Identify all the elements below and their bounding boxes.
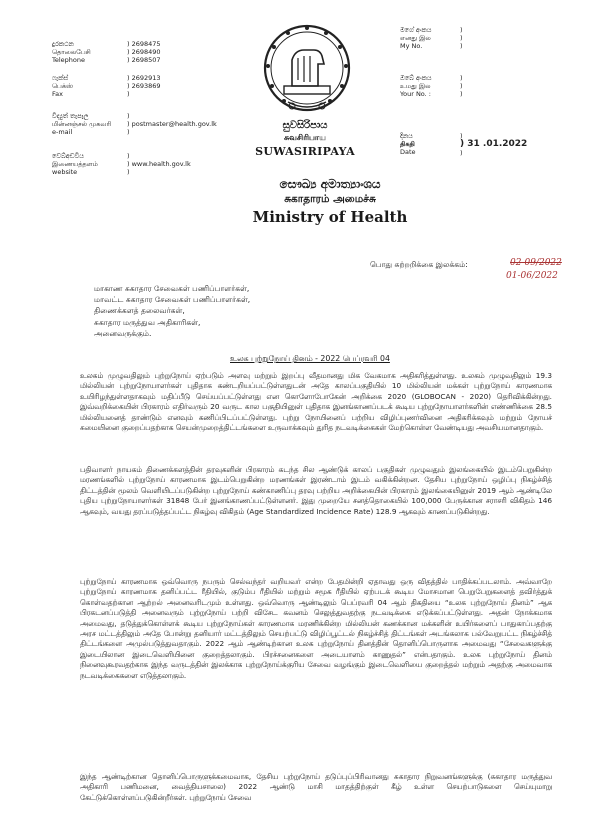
body-paragraph-4: இந்த ஆண்டிற்கான தொனிப்பொருளுக்கமைவாக, தேசிய புற்றுநோய் தடுப்புப்பிரிவானது சுகாதார நிறுவனங்களுக்கு (சுகாதார மருத்துவ அதிகாரி பணிமனை, வைத்தியசாலை) 2022 ஆண்டு மாசி மாதத்திற்குள் கீழ் உள்ள செயற்பாடுகளை செய்யுமாறு கேட்டுக்கொள்ளப்படுகின்றீர்கள். புற்றுநோய் சேவை	[80, 772, 552, 802]
date-value-1: )	[460, 132, 463, 140]
contact-fax	[52, 74, 252, 100]
telephone-label-en: Telephone	[52, 56, 86, 64]
circular-number-handwritten: 01-06/2022	[506, 271, 558, 281]
email-value-2[interactable]: ) postmaster@health.gov.lk	[127, 120, 217, 128]
website-label-ta: இணையத்தளம்	[52, 160, 98, 168]
website-label-en: website	[52, 168, 78, 176]
your-no-label-en: Your No. :	[400, 90, 431, 98]
your-no-value-1: )	[460, 74, 463, 82]
subject-heading: உலக புற்றுநோய் தினம் - 2022 பெப்ரவரி 04	[230, 354, 390, 363]
telephone-label-si: දුරකථන	[52, 40, 74, 48]
contact-block	[52, 40, 252, 200]
website-value-2[interactable]: ) www.health.gov.lk	[127, 160, 191, 168]
email-label-en: e-mail	[52, 128, 73, 136]
date-value-2: ) 31 .01.2022	[460, 139, 528, 149]
contact-telephone	[52, 40, 252, 66]
your-no-value-3: )	[460, 90, 463, 98]
telephone-value-3: ) 2698507	[127, 56, 161, 64]
addressee-line: அனைவருக்கும்.	[94, 328, 152, 338]
ref-my-no	[400, 26, 600, 52]
website-value-1: )	[127, 152, 130, 160]
fax-label-si: ෆැක්ස්	[52, 74, 69, 82]
fax-value-3: )	[127, 90, 130, 98]
fax-value-1: ) 2692913	[127, 74, 161, 82]
email-label-ta: மின்னஞ்சல் முகவரி	[52, 120, 112, 128]
your-no-label-si: ඔබේ අංකය	[400, 74, 432, 82]
ministry-name-tamil: சுகாதாரம் அமைச்சு	[284, 193, 376, 205]
website-value-3: )	[127, 168, 130, 176]
reference-block	[400, 26, 600, 176]
telephone-value-2: ) 2698490	[127, 48, 161, 56]
circular-number	[370, 258, 600, 288]
body-paragraph-1: உலகம் முழுவதிலும் புற்றுநோய் ஏற்படும் அளவு மற்றும் இறப்பு வீதமானது மிக வேகமாக அதிகரித்துள்ளது. உலகம் முழுவதிலும் 19.3 மில்லியன் புற்றுநோயாளர்கள் புதிதாக கண்டறியப்பட்டுள்ளதுடன் அதே காலப்பகுதியில் 10 மில்லியன் மக்கள் புற்றுநோய் காரணமாக உயிரிழந்துள்ளதாகவும் மதிப்பீடு செய்யப்பட்டுள்ளது என கொளோபோகேன் அறிக்கை 2020 (GLOBOCAN - 2020) தெரிவிக்கின்றது. இவ்வறிக்கையின் பிரகாரம் எதிர்வரும் 20 வருட கால பகுதியினுள் புதிதாக இனங்காணப்படக் கூடிய புற்றுநோயாளர்களின் எண்ணிக்கை 28.5 மில்லியனைத் தாண்டும் எனவும் கணிப்பிடப்பட்டுள்ளது. புற்று நோயினைப் பற்றிய விழிப்புணர்வினை அதிகரிக்கவும் மற்றும் நோயச் சுமையினை குறைப்பதற்காக செயன்முறைத்திட்டங்களை உருவாக்கவும் துரித நடவடிக்கைகள் மேற்கொள்ள வேண்டியது அவசியமானதாகும்.	[80, 371, 552, 433]
addressee-line: மாவட்ட சுகாதார சேவைகள் பணிப்பாளர்கள்,	[94, 295, 251, 305]
telephone-value-1: ) 2698475	[127, 40, 161, 48]
body-paragraph-3: புற்றுநோய் காரணமாக ஒவ்வொரு நபரும் செல்வந்தர் வறியவர் என்ற பேதமின்றி ஏதாவது ஒரு விதத்தில் பாதிக்கப்படலாம். அவ்வாறே புற்றுநோய் காரணமாக தனிப்பட்ட ரீதியில், குடும்ப ரீதியில் மற்றும் சமூக ரீதியில் ஏற்படக் கூடிய மோசமான பெறுபேறுகளைத் தவிர்த்துக் கொள்வதற்கான ஆற்றல் அனைவரிடமும் உள்ளது. ஒவ்வொரு ஆண்டிலும் பெப்ரவரி 04 ஆம் திகதியை “உலக புற்றுநோய் தினம்” ஆக பிரகடனப்படுத்தி அனைவரும் புற்றுநோய் பற்றி விசேட கவனம் செலுத்துவதற்கு நடவடிக்கை எடுக்கப்பட்டுள்ளது. அதன் நோக்கமாக அமைவது, தடுத்துக்கொள்ளக் கூடிய புற்றுநோய்கள் காரணமாக மரணிக்கின்ற மில்லியன் கணக்கான மக்களின் உயிர்களைப் பாதுகாப்பதற்கு அரச மட்டத்திலும் அதே போன்று தனியார் மட்டத்திலும் செயற்பட்டு விழிப்பூட்டல் நிகழ்ச்சித் திட்டங்கள் அடங்கலாக பல்வேறுபட்ட நிகழ்ச்சித் திட்டங்களை அமுல்படுத்துவதாகும். 2022 ஆம் ஆண்டிற்கான உலக புற்றுநோய் தினத்தின் தொனிப்பொருளாக அமைவது “சேவைகளுக்கு இடையிலான இடைவெளியினை குறைத்தலாகும். பிரச்சனைகளை அடையாளம் காணுதல்” என்பதாகும். உலக புற்றுநோய் தினம் நினைவுகூரவதற்காக இந்த வருடத்தின் இலக்காக புற்றுநோய்க்குரிய சேவை வழங்கும் இடைவெளியை குறைத்தல் மற்றும் அதற்கு அமைவாக நடவடிக்கைகளை எடுத்தலாகும்.	[80, 577, 552, 680]
circular-label: பொது சுற்றறிக்கை இலக்கம்:	[370, 260, 468, 269]
date-value-3: )	[460, 149, 463, 157]
emblem-caption-tamil: சுவசிரிபாய	[284, 133, 326, 142]
circular-number-struck: 02-09/2022	[510, 258, 562, 268]
your-no-label-ta: உமது இல	[400, 82, 431, 90]
date-label-ta: திகதி	[400, 140, 415, 148]
my-no-value-3: )	[460, 42, 463, 50]
ministry-heading	[230, 176, 430, 227]
ministry-name-english: Ministry of Health	[252, 208, 408, 226]
date-label-en: Date	[400, 148, 416, 156]
ref-date	[400, 132, 600, 158]
my-no-label-ta: எனது இல	[400, 34, 431, 42]
addressee-line: மாகாண சுகாதார சேவைகள் பணிப்பாளர்கள்,	[94, 284, 250, 293]
fax-label-en: Fax	[52, 90, 63, 98]
national-emblem-icon	[262, 20, 352, 118]
addressee-line: சுகாதார மருத்துவ அதிகாரிகள்,	[94, 317, 201, 327]
fax-value-2: ) 2693869	[127, 82, 161, 90]
telephone-label-ta: தொலைபேசி	[52, 48, 91, 56]
contact-email	[52, 112, 252, 138]
emblem-caption-sinhala: සුවසිරිපාය	[282, 120, 328, 131]
email-label-si: විද්‍යුත් තැපෑල	[52, 112, 89, 120]
my-no-label-en: My No.	[400, 42, 423, 50]
my-no-label-si: මගේ අංකය	[400, 26, 432, 34]
your-no-value-2: )	[460, 82, 463, 90]
contact-website	[52, 152, 252, 178]
my-no-value-1: )	[460, 26, 463, 34]
date-label-si: දිනය	[400, 132, 413, 140]
email-value-1: )	[127, 112, 130, 120]
addressee-list	[94, 283, 250, 339]
website-label-si: වෙබ්අඩවිය	[52, 152, 84, 160]
email-value-3: )	[127, 128, 130, 136]
emblem-caption-english: SUWASIRIPAYA	[255, 145, 355, 158]
ref-your-no	[400, 74, 600, 100]
ministry-name-sinhala: සෞඛ්‍ය අමාත්‍යාංශය	[279, 177, 381, 191]
body-paragraph-2: பதிவாளர் நாயகம் திணைக்களத்தின் தரவுகளின் பிரகாரம் கடந்த சில ஆண்டுக் காலப் பகுதிகள் முழுவதும் இலங்கையில் இடம்பெறுகின்ற மரணங்களில் புற்றுநோய் காரணமாக இடம்பெறுகின்ற மரணங்கள் இரண்டாம் இடம் வகிக்கின்றன. தேசிய புற்றுநோய் ஒழிப்பு நிகழ்ச்சித் திட்டத்தின் மூலம் வெளியிடப்படுகின்ற புற்றுநோய் கண்காணிப்பு தரவு பற்றிய அறிக்கையின் பிரகாரம் இலங்கையினுள் 2019 ஆம் ஆண்டிலே புதிய புற்றுநோயாளர்கள் 31848 பேர் இனங்காணப்பட்டுள்ளனர். இது முறையே சனத்தொகையில் 100,000 பேருக்கான சராசரி விகிதம் 146 ஆகவும், வயது தரப்படுத்தப்பட்ட நிகழ்வு விகிதம் (Age Standardized Incidence Rate) 128.9 ஆகவும் காணப்படுகின்றது.	[80, 465, 552, 516]
fax-label-ta: பெக்ஸ்	[52, 82, 74, 90]
addressee-line: திணைக்களத் தலைவர்கள்,	[94, 306, 185, 316]
my-no-value-2: )	[460, 34, 463, 42]
